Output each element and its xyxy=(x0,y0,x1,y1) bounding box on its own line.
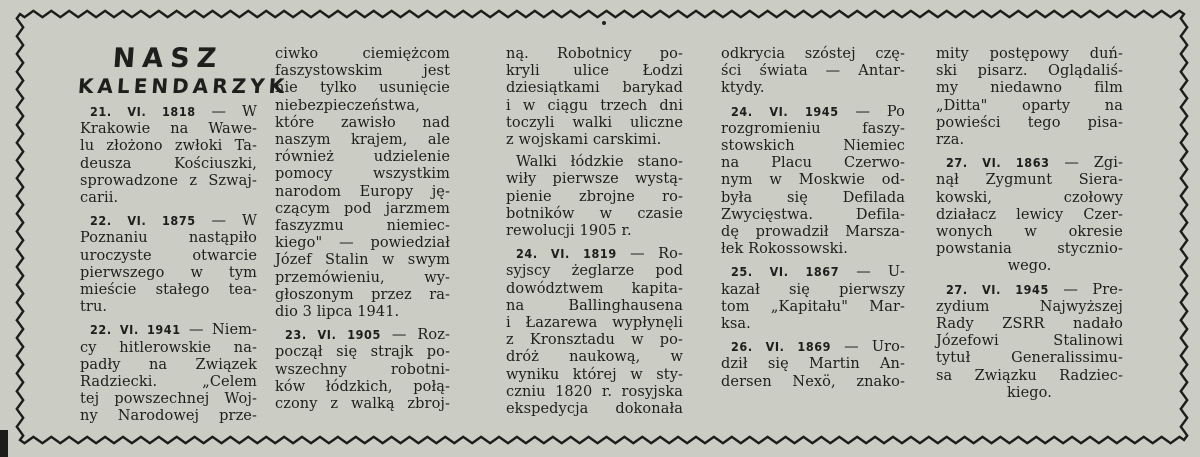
entry-date: 22. VI. 1941 xyxy=(90,322,181,338)
text-line: które zawisło nad xyxy=(275,114,450,131)
text-line: głoszonym przez ra- xyxy=(275,286,450,303)
text-line: Walki łódzkie stano- xyxy=(516,154,683,171)
text-line xyxy=(275,326,450,344)
text-line: pienie zbrojne ro- xyxy=(506,188,683,205)
entry-text: — W xyxy=(195,213,257,230)
text-line: tej powszechnej Woj- xyxy=(80,391,257,408)
text-line: dziesiątkami barykad xyxy=(506,80,683,97)
text-line: carii. xyxy=(80,190,119,207)
text-line: rza. xyxy=(936,132,965,149)
text-line: Poznaniu nastąpiło xyxy=(80,230,257,247)
text-line: kiego" — powiedział xyxy=(275,235,450,252)
text-line: ski pisarz. Oglądaliś- xyxy=(936,63,1123,80)
entry-text: — Roz- xyxy=(380,327,451,344)
text-line: sprowadzone z Szwaj- xyxy=(80,172,257,189)
text-line xyxy=(506,245,683,263)
text-line: faszystowskim jest xyxy=(275,63,450,80)
text-line: ekspedycja dokonała xyxy=(506,401,683,418)
entry-date: 26. VI. 1869 xyxy=(731,339,832,355)
text-line: dersen Nexö, znako- xyxy=(721,373,905,390)
entry-date: 27. VI. 1945 xyxy=(946,281,1049,297)
text-line: ciwko ciemiężcom xyxy=(275,46,450,62)
text-line: odkrycia szóstej czę- xyxy=(721,46,905,62)
text-line: czony z walką zbroj- xyxy=(275,396,450,413)
text-column-3 xyxy=(506,46,683,418)
text-line: wyniku której w sty- xyxy=(506,366,683,383)
text-line: ny Narodowej prze- xyxy=(80,408,257,425)
text-line: wonych w okresie xyxy=(936,224,1123,241)
text-line: my niedawno film xyxy=(936,80,1123,97)
entry-text: — Pre- xyxy=(1048,281,1123,298)
text-line: mieście stałego tea- xyxy=(80,282,257,299)
text-line: deusza Kościuszki, xyxy=(80,155,257,172)
entry-text: — U- xyxy=(839,264,905,281)
text-line xyxy=(936,154,1123,172)
entry-text: — Ro- xyxy=(616,246,683,263)
text-line: ści świata — Antar- xyxy=(721,63,905,80)
text-line: powstania stycznio- xyxy=(936,241,1123,258)
text-line: mity postępowy duń- xyxy=(936,46,1123,62)
text-line: również udzielenie xyxy=(275,149,450,166)
text-line: na Ballinghausena xyxy=(506,297,683,314)
text-line: faszyzmu niemiec- xyxy=(275,218,450,235)
text-line: tytuł Generalissimu- xyxy=(936,350,1123,367)
text-column-2 xyxy=(275,46,450,413)
text-line: z Kronsztadu w po- xyxy=(506,332,683,349)
entry-date: 23. VI. 1905 xyxy=(285,327,381,343)
text-line: wiły pierwsze wystą- xyxy=(506,171,683,188)
text-line xyxy=(80,212,257,230)
text-line: Radziecki. „Celem xyxy=(80,374,257,391)
text-line xyxy=(936,281,1123,299)
text-line: przemówieniu, wy- xyxy=(275,269,450,286)
text-column-4 xyxy=(721,46,905,391)
text-line: wszechny robotni- xyxy=(275,361,450,378)
text-line xyxy=(80,103,257,121)
text-line: lu złożono zwłoki Ta- xyxy=(80,138,257,155)
text-line: i w ciągu trzech dni xyxy=(506,97,683,114)
text-line: sa Związku Radziec- xyxy=(936,367,1123,384)
text-line: czniu 1820 r. rosyjska xyxy=(506,383,683,400)
text-line: tru. xyxy=(80,299,108,316)
text-line: padły na Związek xyxy=(80,356,257,373)
text-line: toczyli walki uliczne xyxy=(506,114,683,131)
entry-date: 27. VI. 1863 xyxy=(946,155,1050,171)
text-line: syjscy żeglarze pod xyxy=(506,263,683,280)
text-line: ktydy. xyxy=(721,80,765,97)
text-line: na Placu Czerwo- xyxy=(721,155,905,172)
text-line: narodom Europy ję- xyxy=(275,183,450,200)
text-line: kazał się pierwszy xyxy=(721,281,905,298)
text-line: czącym pod jarzmem xyxy=(275,200,450,217)
text-line xyxy=(721,263,905,281)
text-line: dio 3 lipca 1941. xyxy=(275,304,400,321)
text-line: łek Rokossowski. xyxy=(721,241,848,258)
text-line: była się Defilada xyxy=(721,189,905,206)
text-line: ków łódzkich, połą- xyxy=(275,378,450,395)
text-line: dził się Martin An- xyxy=(721,356,905,373)
text-line: Zwycięstwa. Defila- xyxy=(721,206,905,223)
entry-text: — Uro- xyxy=(831,339,906,356)
text-line: i Łazarewa wypłynęli xyxy=(506,315,683,332)
entry-date: 25. VI. 1867 xyxy=(731,264,840,280)
entry-text: — Po xyxy=(838,103,905,120)
text-line: działacz lewicy Czer- xyxy=(936,206,1123,223)
print-dot xyxy=(602,21,606,25)
text-line: uroczyste otwarcie xyxy=(80,247,257,264)
text-line: kowski, czołowy xyxy=(936,189,1123,206)
text-line: kryli ulice Łodzi xyxy=(506,63,683,80)
text-line: Józef Stalin w swym xyxy=(275,252,450,269)
entry-text: — W xyxy=(195,104,257,120)
text-line: cy hitlerowskie na- xyxy=(80,339,257,356)
text-line: niebezpieczeństwa, xyxy=(275,97,420,114)
entry-date: 24. VI. 1819 xyxy=(516,246,617,262)
text-line: nie tylko usunięcie xyxy=(275,80,450,97)
text-line: pomocy wszystkim xyxy=(275,166,450,183)
text-line: ksa. xyxy=(721,316,751,333)
text-line: zydium Najwyższej xyxy=(936,298,1123,315)
text-line: wego. xyxy=(1007,258,1052,275)
title-line-1: NASZ xyxy=(111,43,225,74)
text-line: tom „Kapitału" Mar- xyxy=(721,298,905,315)
text-line: Rady ZSRR nadało xyxy=(936,316,1123,333)
text-column-5 xyxy=(936,46,1123,402)
entry-date: 21. VI. 1818 xyxy=(90,104,196,119)
text-line: Józefowi Stalinowi xyxy=(936,333,1123,350)
column-title xyxy=(77,43,289,98)
text-line: nym w Moskwie od- xyxy=(721,172,905,189)
title-line-2: KALENDARZYK xyxy=(77,74,289,98)
text-line: „Ditta" oparty na xyxy=(936,97,1123,114)
text-line xyxy=(721,103,905,121)
text-line xyxy=(721,338,905,356)
entry-text: — Zgi- xyxy=(1049,155,1123,172)
text-line: botników w czasie xyxy=(506,205,683,222)
text-line: dę prowadził Marsza- xyxy=(721,224,905,241)
text-line: z wojskami carskimi. xyxy=(506,132,662,149)
entry-date: 24. VI. 1945 xyxy=(731,103,839,119)
text-line: Krakowie na Wawe- xyxy=(80,121,257,138)
text-line: powieści tego pisa- xyxy=(936,114,1123,131)
text-line: dróż naukową, w xyxy=(506,349,683,366)
text-line: rewolucji 1905 r. xyxy=(506,223,632,240)
text-line: naszym krajem, ale xyxy=(275,132,450,149)
text-line: nął Zygmunt Siera- xyxy=(936,172,1123,189)
text-line: począł się strajk po- xyxy=(275,344,450,361)
text-line: stowskich Niemiec xyxy=(721,138,905,155)
entry-date: 22. VI. 1875 xyxy=(90,213,196,229)
text-column-1 xyxy=(80,103,257,426)
text-line: kiego. xyxy=(1007,384,1052,401)
text-line: ną. Robotnicy po- xyxy=(506,46,683,62)
text-line xyxy=(80,321,257,339)
text-line: pierwszego w tym xyxy=(80,264,257,281)
text-line: dowództwem kapita- xyxy=(506,280,683,297)
entry-text: — Niem- xyxy=(180,322,258,339)
text-line: rozgromieniu faszy- xyxy=(721,120,905,137)
